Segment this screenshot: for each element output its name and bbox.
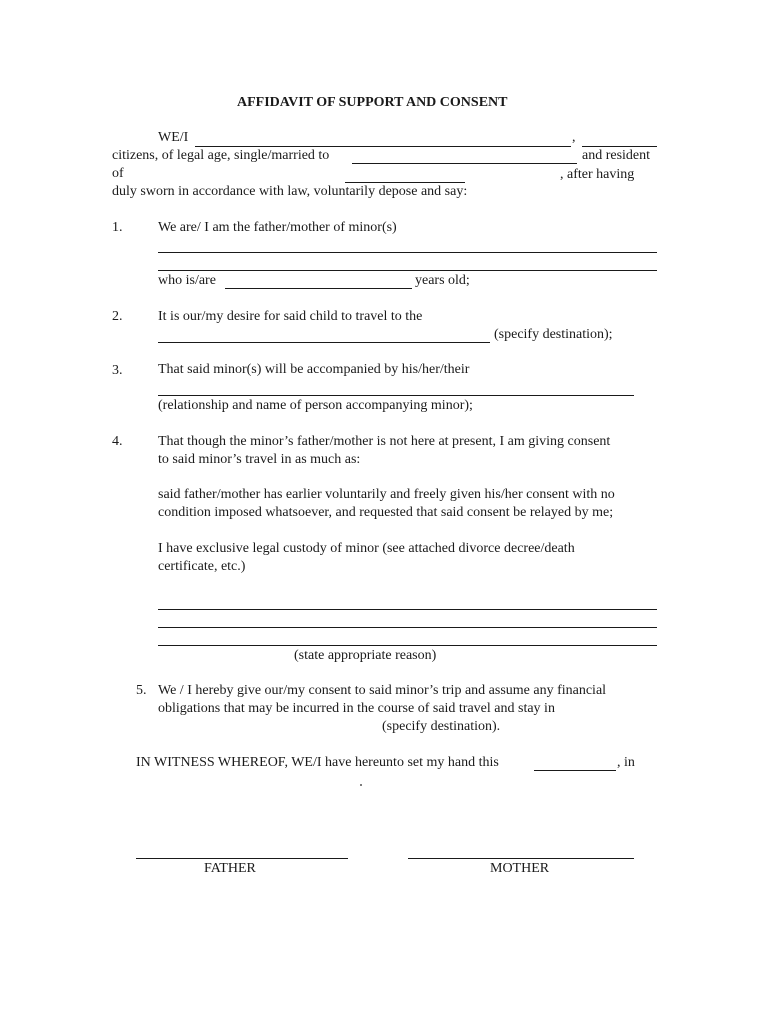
citizens-text: citizens, of legal age, single/married to [112,148,330,163]
residence-blank[interactable] [345,182,465,183]
intro-date-blank[interactable] [582,146,657,147]
spouse-blank[interactable] [352,163,577,164]
option-b-line-1: I have exclusive legal custody of minor (see attached divorce decree/death [158,541,575,556]
item-5-line-3: (specify destination). [382,719,501,734]
item-2-number: 2. [112,309,123,324]
father-label: FATHER [204,861,256,876]
document-title: AFFIDAVIT OF SUPPORT AND CONSENT [237,95,508,110]
reason-blank-3[interactable] [158,645,657,646]
after-having-text: , after having [560,167,635,182]
mother-signature-line[interactable] [408,858,634,859]
item-4-line-1: That though the minor’s father/mother is not here at present, I am giving consent [158,434,611,449]
item-4-number: 4. [112,434,123,449]
item-1-text: We are/ I am the father/mother of minor(s) [158,220,397,235]
we-i-label: WE/I [158,130,189,145]
specify-destination-note: (specify destination); [494,327,613,342]
option-a-line-1: said father/mother has earlier voluntarily and freely given his/her consent with no [158,487,615,502]
and-resident-text: and resident [582,148,651,163]
item-4-line-2: to said minor’s travel in as much as: [158,452,361,467]
who-is-are-label: who is/are [158,273,216,288]
destination-blank[interactable] [158,342,490,343]
item-3-number: 3. [112,363,123,378]
relationship-note: (relationship and name of person accompanying minor); [158,398,473,413]
item-5-line-1: We / I hereby give our/my consent to said minor’s trip and assume any financial [158,683,607,698]
intro-comma: , [572,130,576,145]
years-old-label: years old; [415,273,470,288]
state-reason-note: (state appropriate reason) [294,648,437,663]
item-3-text: That said minor(s) will be accompanied by his/her/their [158,362,470,377]
of-label: of [112,166,124,181]
father-signature-line[interactable] [136,858,348,859]
item-5-number: 5. [136,683,147,698]
age-blank[interactable] [225,288,412,289]
names-blank[interactable] [195,146,571,147]
witness-in-label: , in [617,755,635,770]
reason-blank-2[interactable] [158,627,657,628]
option-a-line-2: condition imposed whatsoever, and requested that said consent be relayed by me; [158,505,614,520]
minor-names-blank-2[interactable] [158,270,657,271]
item-2-text: It is our/my desire for said child to travel to the [158,309,423,324]
option-b-line-2: certificate, etc.) [158,559,246,574]
duly-sworn-text: duly sworn in accordance with law, voluntarily depose and say: [112,184,468,199]
reason-blank-1[interactable] [158,609,657,610]
item-1-number: 1. [112,220,123,235]
minor-names-blank-1[interactable] [158,252,657,253]
item-5-line-2: obligations that may be incurred in the course of said travel and stay in [158,701,555,716]
witness-date-blank[interactable] [534,770,616,771]
witness-text: IN WITNESS WHEREOF, WE/I have hereunto set my hand this [136,755,499,770]
stray-dot [360,784,362,786]
mother-label: MOTHER [490,861,550,876]
companion-blank[interactable] [158,395,634,396]
